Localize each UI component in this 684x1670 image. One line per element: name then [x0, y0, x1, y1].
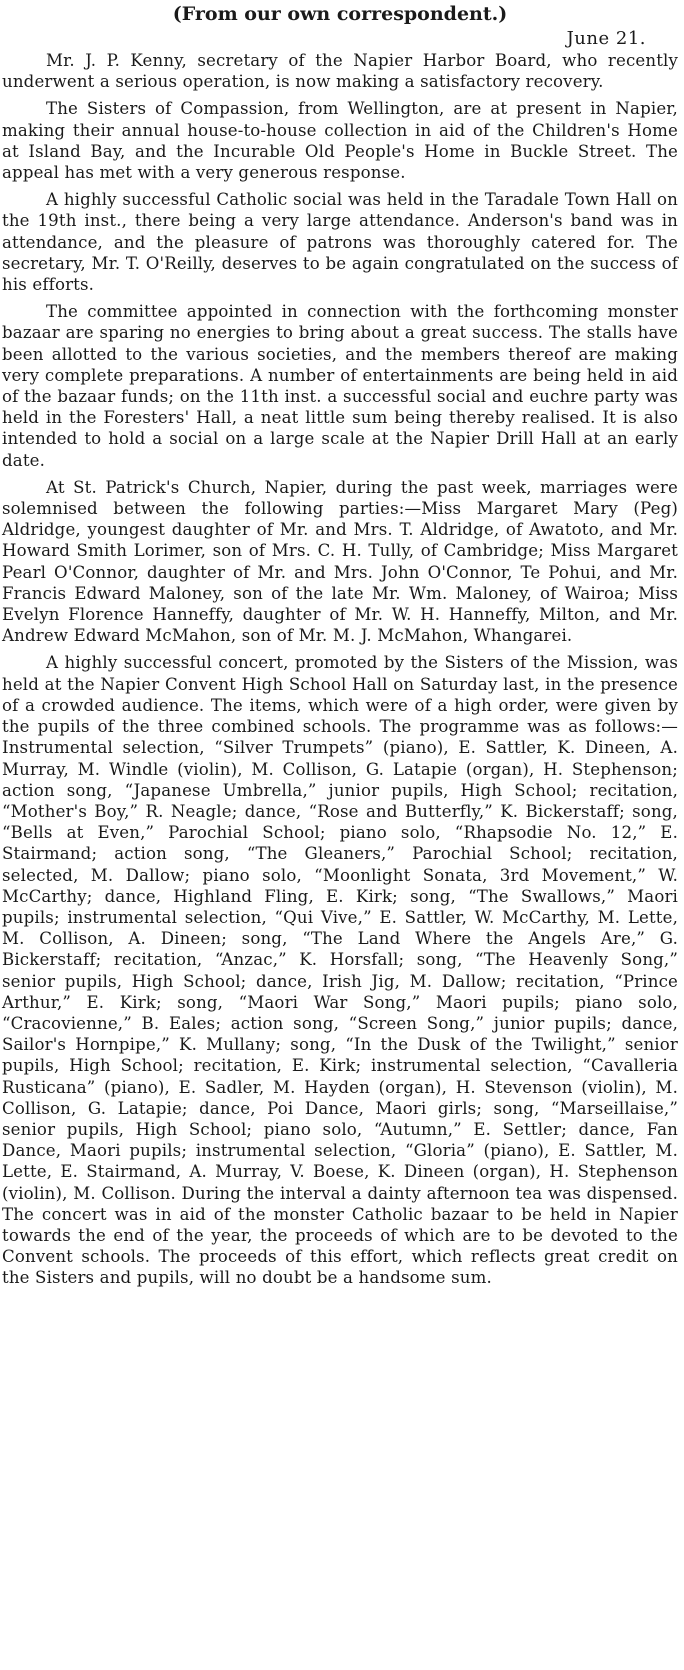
correspondent-heading: (From our own correspondent.): [172, 3, 508, 25]
article-body: [2, 50, 678, 1289]
paragraph-sisters-of-compassion: The Sisters of Compassion, from Wellington, are at present in Napier, making their annual house-to-house collection in aid of the Children's Home at Island Bay, and the Incurable Old People's Home in Buckle Street. The appeal has met with a very generous response.: [2, 99, 678, 183]
paragraph-concert: A highly successful concert, promoted by the Sisters of the Mission, was held at the Napier Convent High School Hall on Saturday last, in the presence of a crowded audience. The items, which were of a high order, were given by the pupils of the three combined schools. The programme was as follows:—Instrumental selection, “Silver Trumpets” (piano), E. Sattler, K. Dineen, A. Murray, M. Windle (violin), M. Collison, G. Latapie (organ), H. Stephenson; action song, “Japanese Umbrella,” junior pupils, High School; recitation, “Mother's Boy,” R. Neagle; dance, “Rose and Butterfly,” K. Bickerstaff; song, “Bells at Even,” Parochial School; piano solo, “Rhapsodie No. 12,” E. Stairmand; action song, “The Gleaners,” Parochial School; recitation, selected, M. Dallow; piano solo, “Moonlight Sonata, 3rd Movement,” W. McCarthy; dance, Highland Fling, E. Kirk; song, “The Swallows,” Maori pupils; instrumental selection, “Qui Vive,” E. Sattler, W. McCarthy, M. Lette, M. Collison, A. Dineen; song, “The Land Where the Angels Are,” G. Bickerstaff; recitation, “Anzac,” K. Horsfall; song, “The Heavenly Song,” senior pupils, High School; dance, Irish Jig, M. Dallow; recitation, “Prince Arthur,” E. Kirk; song, “Maori War Song,” Maori pupils; piano solo, “Cracovienne,” B. Eales; action song, “Screen Song,” junior pupils; dance, Sailor's Hornpipe,” K. Mullany; song, “In the Dusk of the Twilight,” senior pupils, High School; recitation, E. Kirk; instrumental selection, “Cavalleria Rusticana” (piano), E. Sadler, M. Hayden (organ), H. Stevenson (violin), M. Collison, G. Latapie; dance, Poi Dance, Maori girls; song, “Marseillaise,” senior pupils, High School; piano solo, “Autumn,” E. Settler; dance, Fan Dance, Maori pupils; instrumental selection, “Gloria” (piano), E. Sattler, M. Lette, E. Stairmand, A. Murray, V. Boese, K. Dineen (organ), H. Stephenson (violin), M. Collison. During the interval a dainty afternoon tea was dispensed. The concert was in aid of the monster Catholic bazaar to be held in Napier towards the end of the year, the proceeds of which are to be devoted to the Convent schools. The proceeds of this effort, which reflects great credit on the Sisters and pupils, will no doubt be a handsome sum.: [2, 653, 678, 1288]
paragraph-marriages: At St. Patrick's Church, Napier, during the past week, marriages were solemnised between the following parties:—Miss Margaret Mary (Peg) Aldridge, youngest daughter of Mr. and Mrs. T. Aldridge, of Awatoto, and Mr. Howard Smith Lorimer, son of Mrs. C. H. Tully, of Cambridge; Miss Margaret Pearl O'Connor, daughter of Mr. and Mrs. John O'Connor, Te Pohui, and Mr. Francis Edward Maloney, son of the late Mr. Wm. Maloney, of Wairoa; Miss Evelyn Florence Hanneffy, daughter of Mr. W. H. Hanneffy, Milton, and Mr. Andrew Edward McMahon, son of Mr. M. J. McMahon, Whangarei.: [2, 477, 678, 646]
newspaper-column: [2, 0, 678, 1295]
paragraph-bazaar-committee: The committee appointed in connection with the forthcoming monster bazaar are sparing no energies to bring about a great success. The stalls have been allotted to the various societies, and the members thereof are making very complete preparations. A number of entertainments are being held in aid of the bazaar funds; on the 11th inst. a successful social and euchre party was held in the Foresters' Hall, a neat little sum being thereby realised. It is also intended to hold a social on a large scale at the Napier Drill Hall at an early date.: [2, 302, 678, 470]
dateline: June 21.: [566, 28, 646, 49]
paragraph-harbor-board: Mr. J. P. Kenny, secretary of the Napier Harbor Board, who recently underwent a serious operation, is now making a satisfactory recovery.: [2, 51, 678, 92]
paragraph-catholic-social: A highly successful Catholic social was held in the Taradale Town Hall on the 19th inst., there being a very large attendance. Anderson's band was in attendance, and the pleasure of patrons was thoroughly catered for. The secretary, Mr. T. O'Reilly, deserves to be again congratulated on the success of his efforts.: [2, 190, 678, 295]
